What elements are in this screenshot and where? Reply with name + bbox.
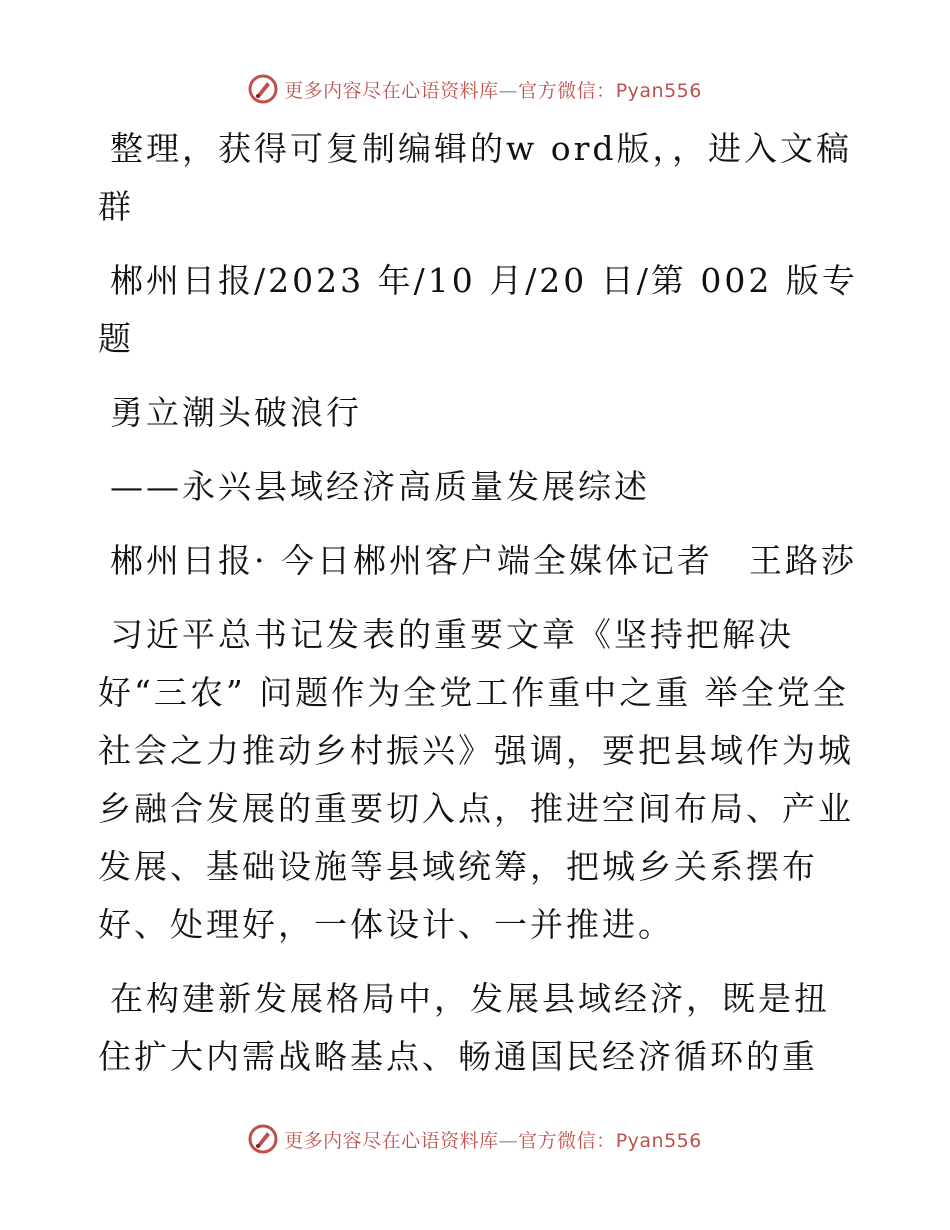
- byline: 郴州日报· 今日郴州客户端全媒体记者 王路莎: [110, 541, 857, 580]
- footer-watermark: [0, 1122, 950, 1156]
- article-title: 勇立潮头破浪行: [110, 393, 362, 432]
- document-body: [98, 120, 858, 1102]
- pen-nib-circle-icon: [248, 1124, 278, 1154]
- intro-note: 整理，获得可复制编辑的w ord版，，进入文稿群: [98, 129, 853, 226]
- source-line: 郴州日报/2023 年/10 月/20 日/第 002 版专题: [98, 261, 858, 358]
- body-paragraph: 在构建新发展格局中，发展县域经济，既是扭住扩大内需战略基点、畅通国民经济循环的重: [98, 979, 830, 1076]
- watermark-text: 更多内容尽在心语资料库—官方微信：Pyan556: [284, 1129, 702, 1152]
- pen-nib-circle-icon: [248, 74, 278, 104]
- article-subtitle: ——永兴县域经济高质量发展综述: [110, 467, 650, 506]
- body-paragraph: 习近平总书记发表的重要文章《坚持把解决好“三农” 问题作为全党工作重中之重 举全党全社会之力推动乡村振兴》强调，要把县域作为城乡融合发展的重要切入点，推进空间布局、产业发展、基础设施等县域统筹，把城乡关系摆布好、处理好，一体设计、一并推进。: [98, 615, 854, 944]
- watermark-text: 更多内容尽在心语资料库—官方微信：Pyan556: [284, 79, 702, 102]
- header-watermark: [0, 72, 950, 106]
